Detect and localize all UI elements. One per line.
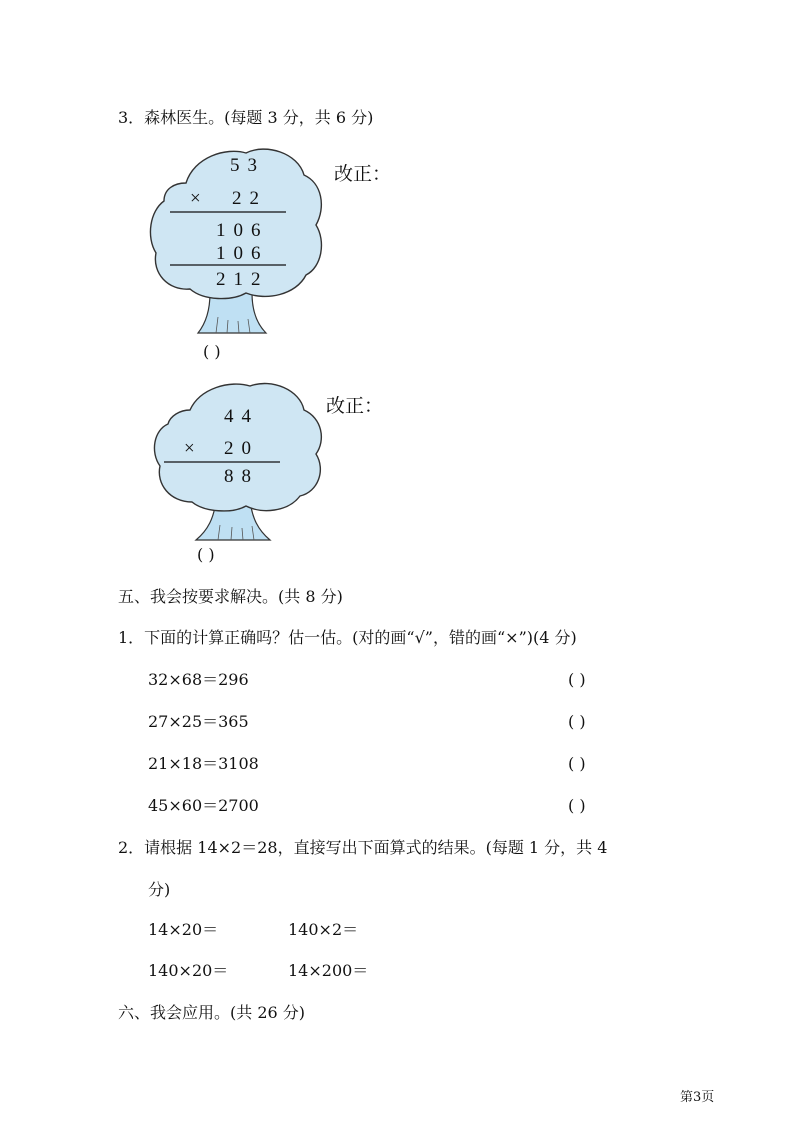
tree2-top-number: 44 — [224, 406, 259, 427]
tree2-answer-paren[interactable]: ( ) — [197, 545, 215, 564]
q1-expression: 32×68＝296 — [148, 670, 249, 689]
tree1-times-sign: × — [190, 188, 209, 209]
tree1-partial-product-1: 106 — [216, 220, 269, 241]
q1-expression: 45×60＝2700 — [148, 796, 259, 815]
tree1-answer-paren[interactable]: ( ) — [203, 342, 221, 361]
q1-answer-paren[interactable]: ( ) — [568, 754, 586, 773]
q2-expression: 140×20＝ — [148, 961, 229, 980]
tree2-result: 88 — [224, 466, 259, 487]
tree2-correction-label: 改正： — [326, 395, 384, 417]
q2-expression: 14×20＝ — [148, 920, 219, 939]
tree1-result: 212 — [216, 269, 269, 290]
q2-expression: 140×2＝ — [288, 920, 359, 939]
q2-expression: 14×200＝ — [288, 961, 369, 980]
question-3-heading: 3．森林医生。(每题 3 分，共 6 分) — [118, 108, 374, 127]
tree1-multiplier: 22 — [232, 188, 267, 209]
section5-q2-prompt-line2: 分) — [148, 880, 171, 899]
q1-expression: 21×18＝3108 — [148, 754, 259, 773]
page-number: 第3页 — [680, 1090, 715, 1105]
tree1-top-number: 53 — [230, 155, 265, 176]
q1-answer-paren[interactable]: ( ) — [568, 712, 586, 731]
section5-q2-prompt-line1: 2．请根据 14×2＝28，直接写出下面算式的结果。(每题 1 分，共 4 — [118, 838, 608, 857]
section5-q1-prompt: 1．下面的计算正确吗？估一估。(对的画“√”，错的画“×”)(4 分) — [118, 628, 577, 647]
q1-answer-paren[interactable]: ( ) — [568, 796, 586, 815]
tree1-partial-product-2: 106 — [216, 243, 269, 264]
q1-answer-paren[interactable]: ( ) — [568, 670, 586, 689]
q1-expression: 27×25＝365 — [148, 712, 249, 731]
tree1-correction-label: 改正： — [334, 163, 392, 185]
section-5-heading: 五、我会按要求解决。(共 8 分) — [118, 587, 343, 606]
tree2-multiplier: 20 — [224, 438, 259, 459]
section-6-heading: 六、我会应用。(共 26 分) — [118, 1003, 306, 1022]
tree2-times-sign: × — [184, 438, 203, 459]
